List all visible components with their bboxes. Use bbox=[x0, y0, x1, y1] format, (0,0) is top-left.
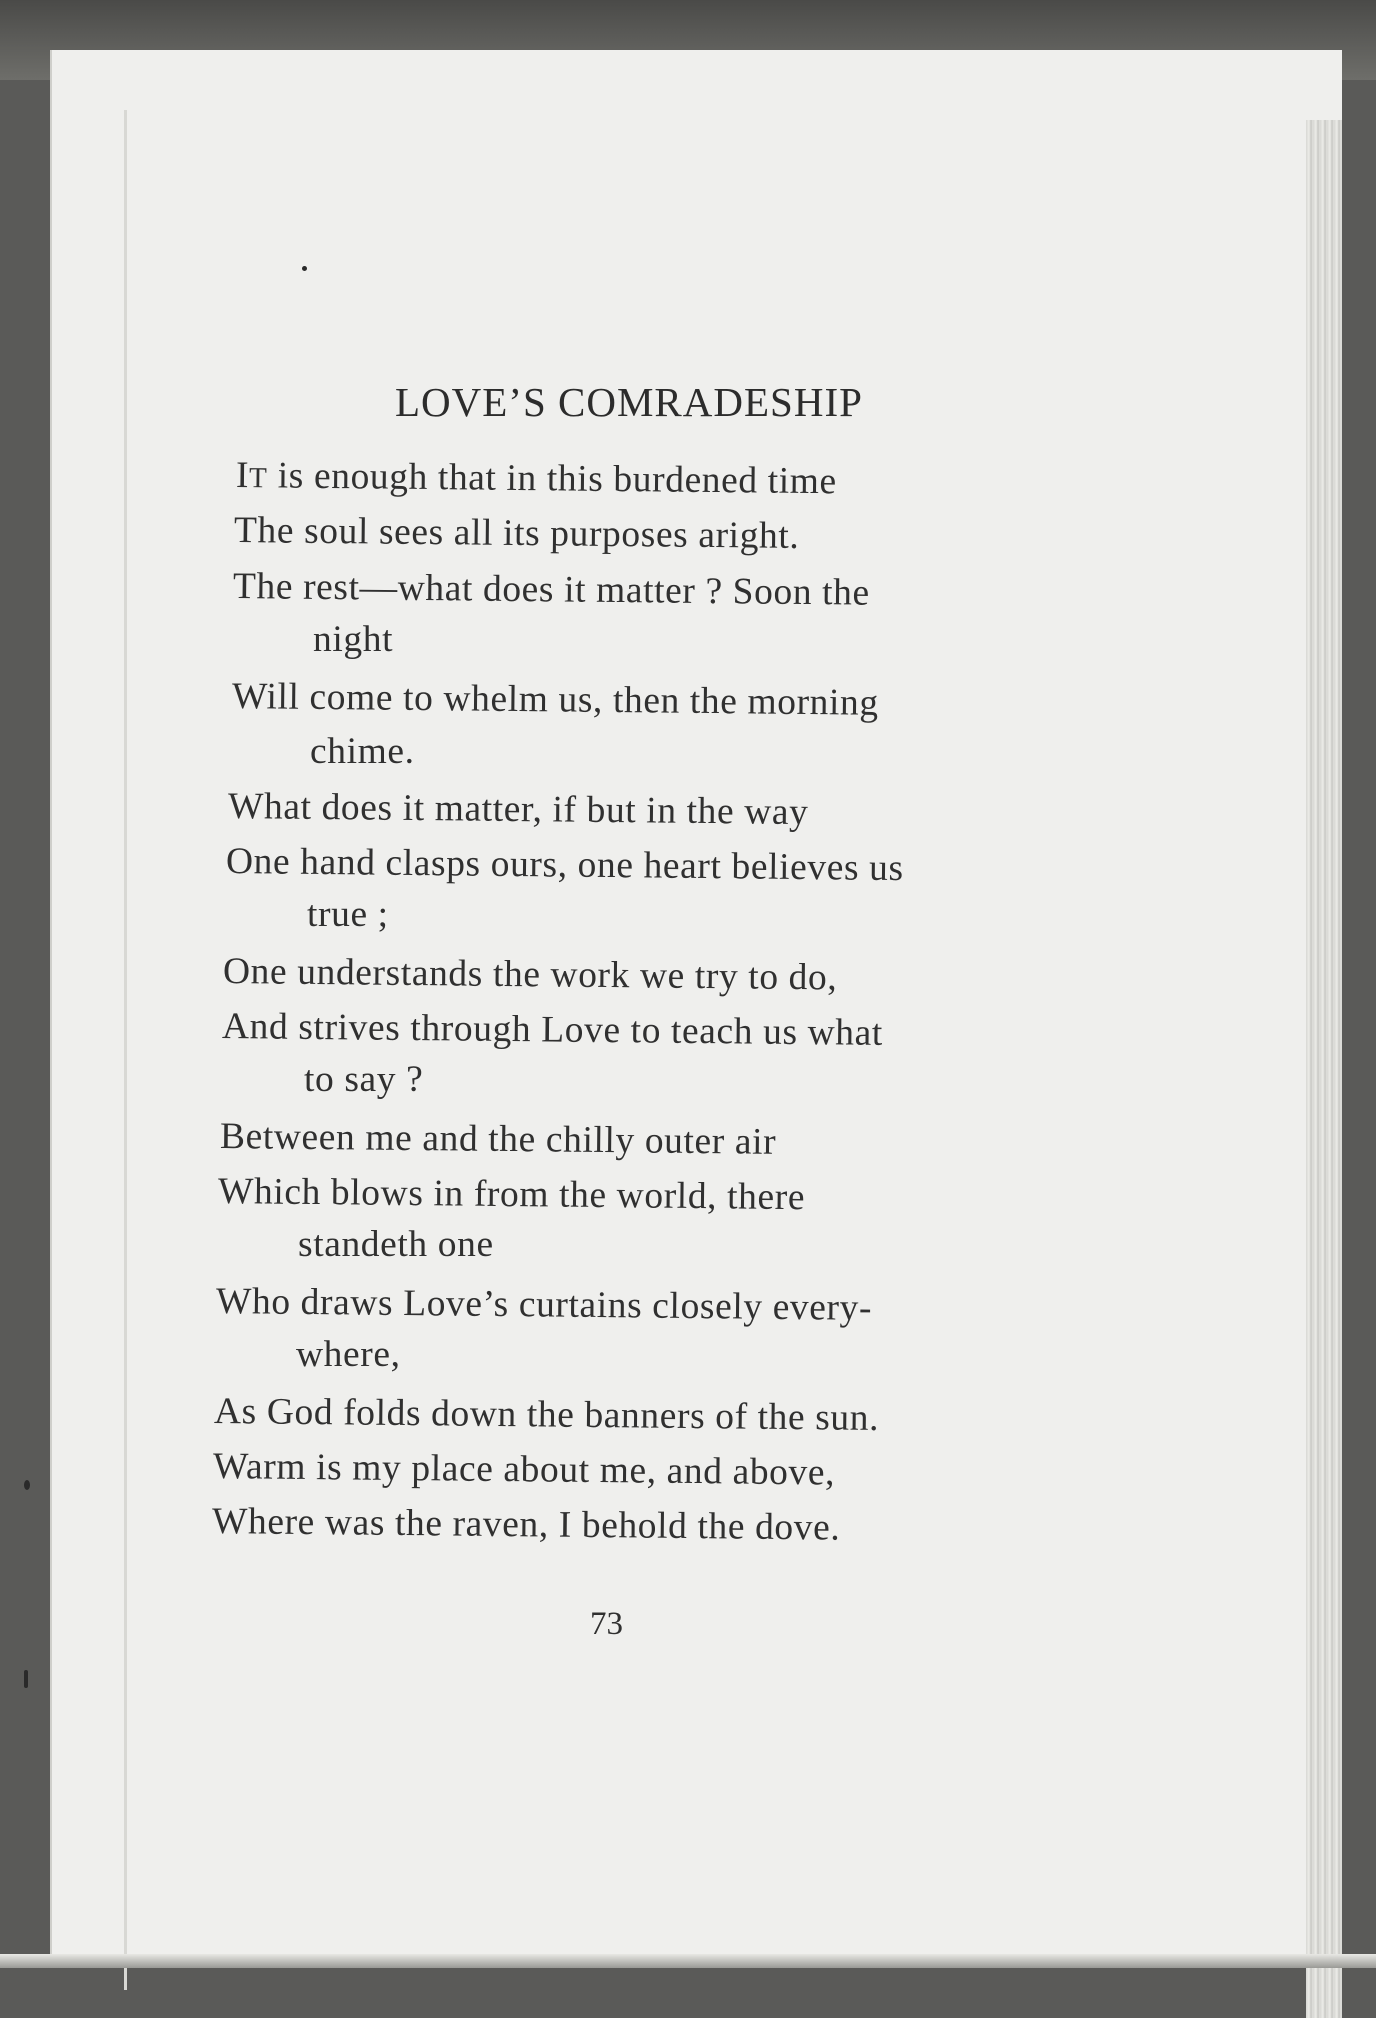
small-caps-text: T bbox=[248, 462, 268, 495]
page-number: 73 bbox=[590, 1606, 623, 1642]
poem-line: Who draws Love’s curtains closely every- bbox=[215, 1281, 873, 1329]
poem-title: LOVE’S COMRADESHIP bbox=[395, 379, 863, 425]
poem-line: where, bbox=[296, 1334, 401, 1375]
poem-line-text: is enough that in this burdened time bbox=[267, 455, 837, 503]
poem-line: standeth one bbox=[298, 1224, 494, 1265]
poem-line: Between me and the chilly outer air bbox=[219, 1116, 777, 1163]
poem-line bbox=[236, 454, 837, 503]
page-speck bbox=[302, 266, 307, 271]
poem-line: night bbox=[313, 619, 394, 660]
poem-line: As God folds down the banners of the sun. bbox=[213, 1391, 880, 1439]
poem-line: The rest—what does it matter ? Soon the bbox=[232, 566, 870, 614]
poem-line: Will come to whelm us, then the morning bbox=[231, 676, 879, 724]
poem-line: true ; bbox=[307, 894, 389, 935]
book-page-edges bbox=[1306, 120, 1342, 2018]
page-speck bbox=[24, 1670, 28, 1688]
poem-line: Which blows in from the world, there bbox=[217, 1171, 806, 1219]
poem-line: And strives through Love to teach us what bbox=[221, 1006, 884, 1054]
drop-initial: I bbox=[235, 455, 250, 497]
poem-line: What does it matter, if but in the way bbox=[227, 786, 809, 834]
poem-line: Warm is my place about me, and above, bbox=[212, 1446, 836, 1494]
scan-border-bottom bbox=[0, 1954, 1376, 1968]
page-gutter-line bbox=[124, 110, 127, 1990]
poem-line: One hand clasps ours, one heart believes us bbox=[225, 841, 904, 890]
page-speck bbox=[24, 1480, 30, 1490]
poem-line: The soul sees all its purposes aright. bbox=[233, 510, 800, 557]
poem-line: One understands the work we try to do, bbox=[222, 951, 838, 999]
poem-line: chime. bbox=[310, 731, 415, 772]
poem-line: to say ? bbox=[304, 1059, 424, 1100]
poem-line: Where was the raven, I behold the dove. bbox=[211, 1501, 841, 1549]
